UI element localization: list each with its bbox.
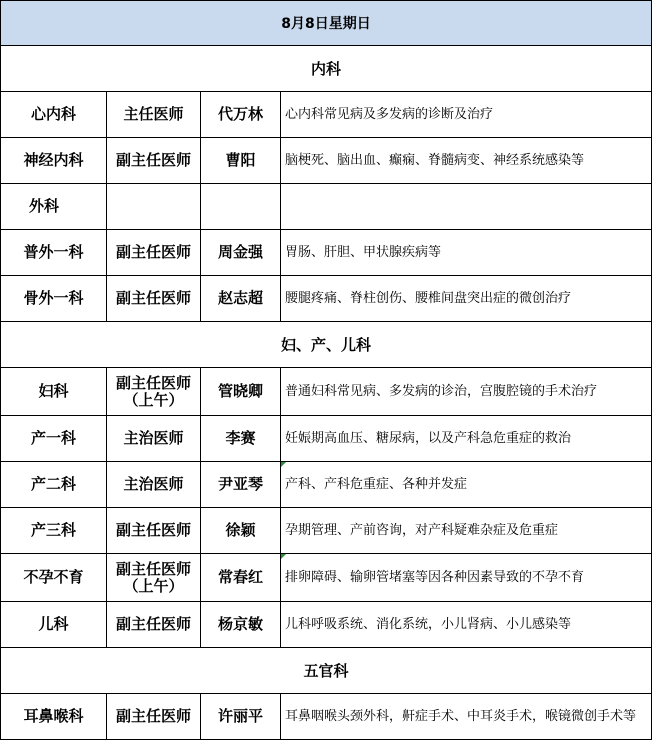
doctor-cell: 代万林 xyxy=(201,92,281,138)
title-note: （上午） xyxy=(123,576,184,595)
dept-cell: 耳鼻喉科 xyxy=(1,694,107,740)
section-row xyxy=(1,46,652,92)
doctor-cell xyxy=(201,184,281,230)
dept-cell: 产二科 xyxy=(1,462,107,508)
doctor-cell: 尹亚琴 xyxy=(201,462,281,508)
dept-cell: 产三科 xyxy=(1,508,107,554)
dept-cell: 普外一科 xyxy=(1,230,107,276)
table-row xyxy=(1,554,652,602)
table-row xyxy=(1,276,652,322)
table-row xyxy=(1,462,652,508)
table-row xyxy=(1,368,652,416)
dept-cell: 骨外一科 xyxy=(1,276,107,322)
title-cell xyxy=(107,184,201,230)
section-obgyn: 妇、产、儿科 xyxy=(1,322,652,368)
specialty-cell: 孕期管理、产前咨询，对产科疑难杂症及危重症 xyxy=(281,508,652,554)
title-cell xyxy=(107,554,201,602)
specialty-cell: 脑梗死、脑出血、癫痫、脊髓病变、神经系统感染等 xyxy=(281,138,652,184)
page-title: 8月8日星期日 xyxy=(1,1,652,46)
dept-cell: 不孕不育 xyxy=(1,554,107,602)
specialty-cell: 产科、产科危重症、各种并发症 xyxy=(281,462,652,508)
title-note: （上午） xyxy=(123,390,184,409)
specialty-cell: 普通妇科常见病、多发病的诊治，宫腹腔镜的手术治疗 xyxy=(281,368,652,416)
title-cell: 副主任医师 xyxy=(107,694,201,740)
doctor-cell: 李赛 xyxy=(201,416,281,462)
title-cell: 副主任医师 xyxy=(107,508,201,554)
specialty-cell xyxy=(281,184,652,230)
doctor-cell: 曹阳 xyxy=(201,138,281,184)
title-row xyxy=(1,1,652,46)
dept-cell: 妇科 xyxy=(1,368,107,416)
specialty-cell: 耳鼻咽喉头颈外科，鼾症手术、中耳炎手术，喉镜微创手术等 xyxy=(281,694,652,740)
doctor-cell: 周金强 xyxy=(201,230,281,276)
title-cell: 主治医师 xyxy=(107,462,201,508)
dept-cell: 外科 xyxy=(1,184,107,230)
doctor-cell: 徐颖 xyxy=(201,508,281,554)
title-text: 副主任医师 xyxy=(115,373,191,392)
table-row xyxy=(1,416,652,462)
table-row xyxy=(1,184,652,230)
title-cell: 主治医师 xyxy=(107,416,201,462)
title-cell: 副主任医师 xyxy=(107,138,201,184)
specialty-cell: 儿科呼吸系统、消化系统，小儿肾病、小儿感染等 xyxy=(281,602,652,648)
section-ent: 五官科 xyxy=(1,648,652,694)
doctor-cell: 赵志超 xyxy=(201,276,281,322)
title-text: 副主任医师 xyxy=(115,559,191,578)
table-row xyxy=(1,92,652,138)
doctor-cell: 常春红 xyxy=(201,554,281,602)
title-cell: 副主任医师 xyxy=(107,230,201,276)
table-row xyxy=(1,230,652,276)
doctor-cell: 杨京敏 xyxy=(201,602,281,648)
doctor-cell: 许丽平 xyxy=(201,694,281,740)
specialty-cell: 腰腿疼痛、脊柱创伤、腰椎间盘突出症的微创治疗 xyxy=(281,276,652,322)
section-internal: 内科 xyxy=(1,46,652,92)
doctor-cell: 管晓卿 xyxy=(201,368,281,416)
specialty-cell: 心内科常见病及多发病的诊断及治疗 xyxy=(281,92,652,138)
specialty-cell: 排卵障碍、输卵管堵塞等因各种因素导致的不孕不育 xyxy=(281,554,652,602)
section-row xyxy=(1,322,652,368)
dept-cell: 儿科 xyxy=(1,602,107,648)
title-cell: 副主任医师 xyxy=(107,276,201,322)
section-row xyxy=(1,648,652,694)
table-row xyxy=(1,138,652,184)
dept-cell: 产一科 xyxy=(1,416,107,462)
title-cell: 主任医师 xyxy=(107,92,201,138)
table-row xyxy=(1,508,652,554)
specialty-cell: 妊娠期高血压、糖尿病，以及产科急危重症的救治 xyxy=(281,416,652,462)
specialty-cell: 胃肠、肝胆、甲状腺疾病等 xyxy=(281,230,652,276)
table-row xyxy=(1,694,652,740)
table-row xyxy=(1,602,652,648)
title-cell: 副主任医师 xyxy=(107,602,201,648)
dept-cell: 心内科 xyxy=(1,92,107,138)
dept-cell: 神经内科 xyxy=(1,138,107,184)
title-cell xyxy=(107,368,201,416)
